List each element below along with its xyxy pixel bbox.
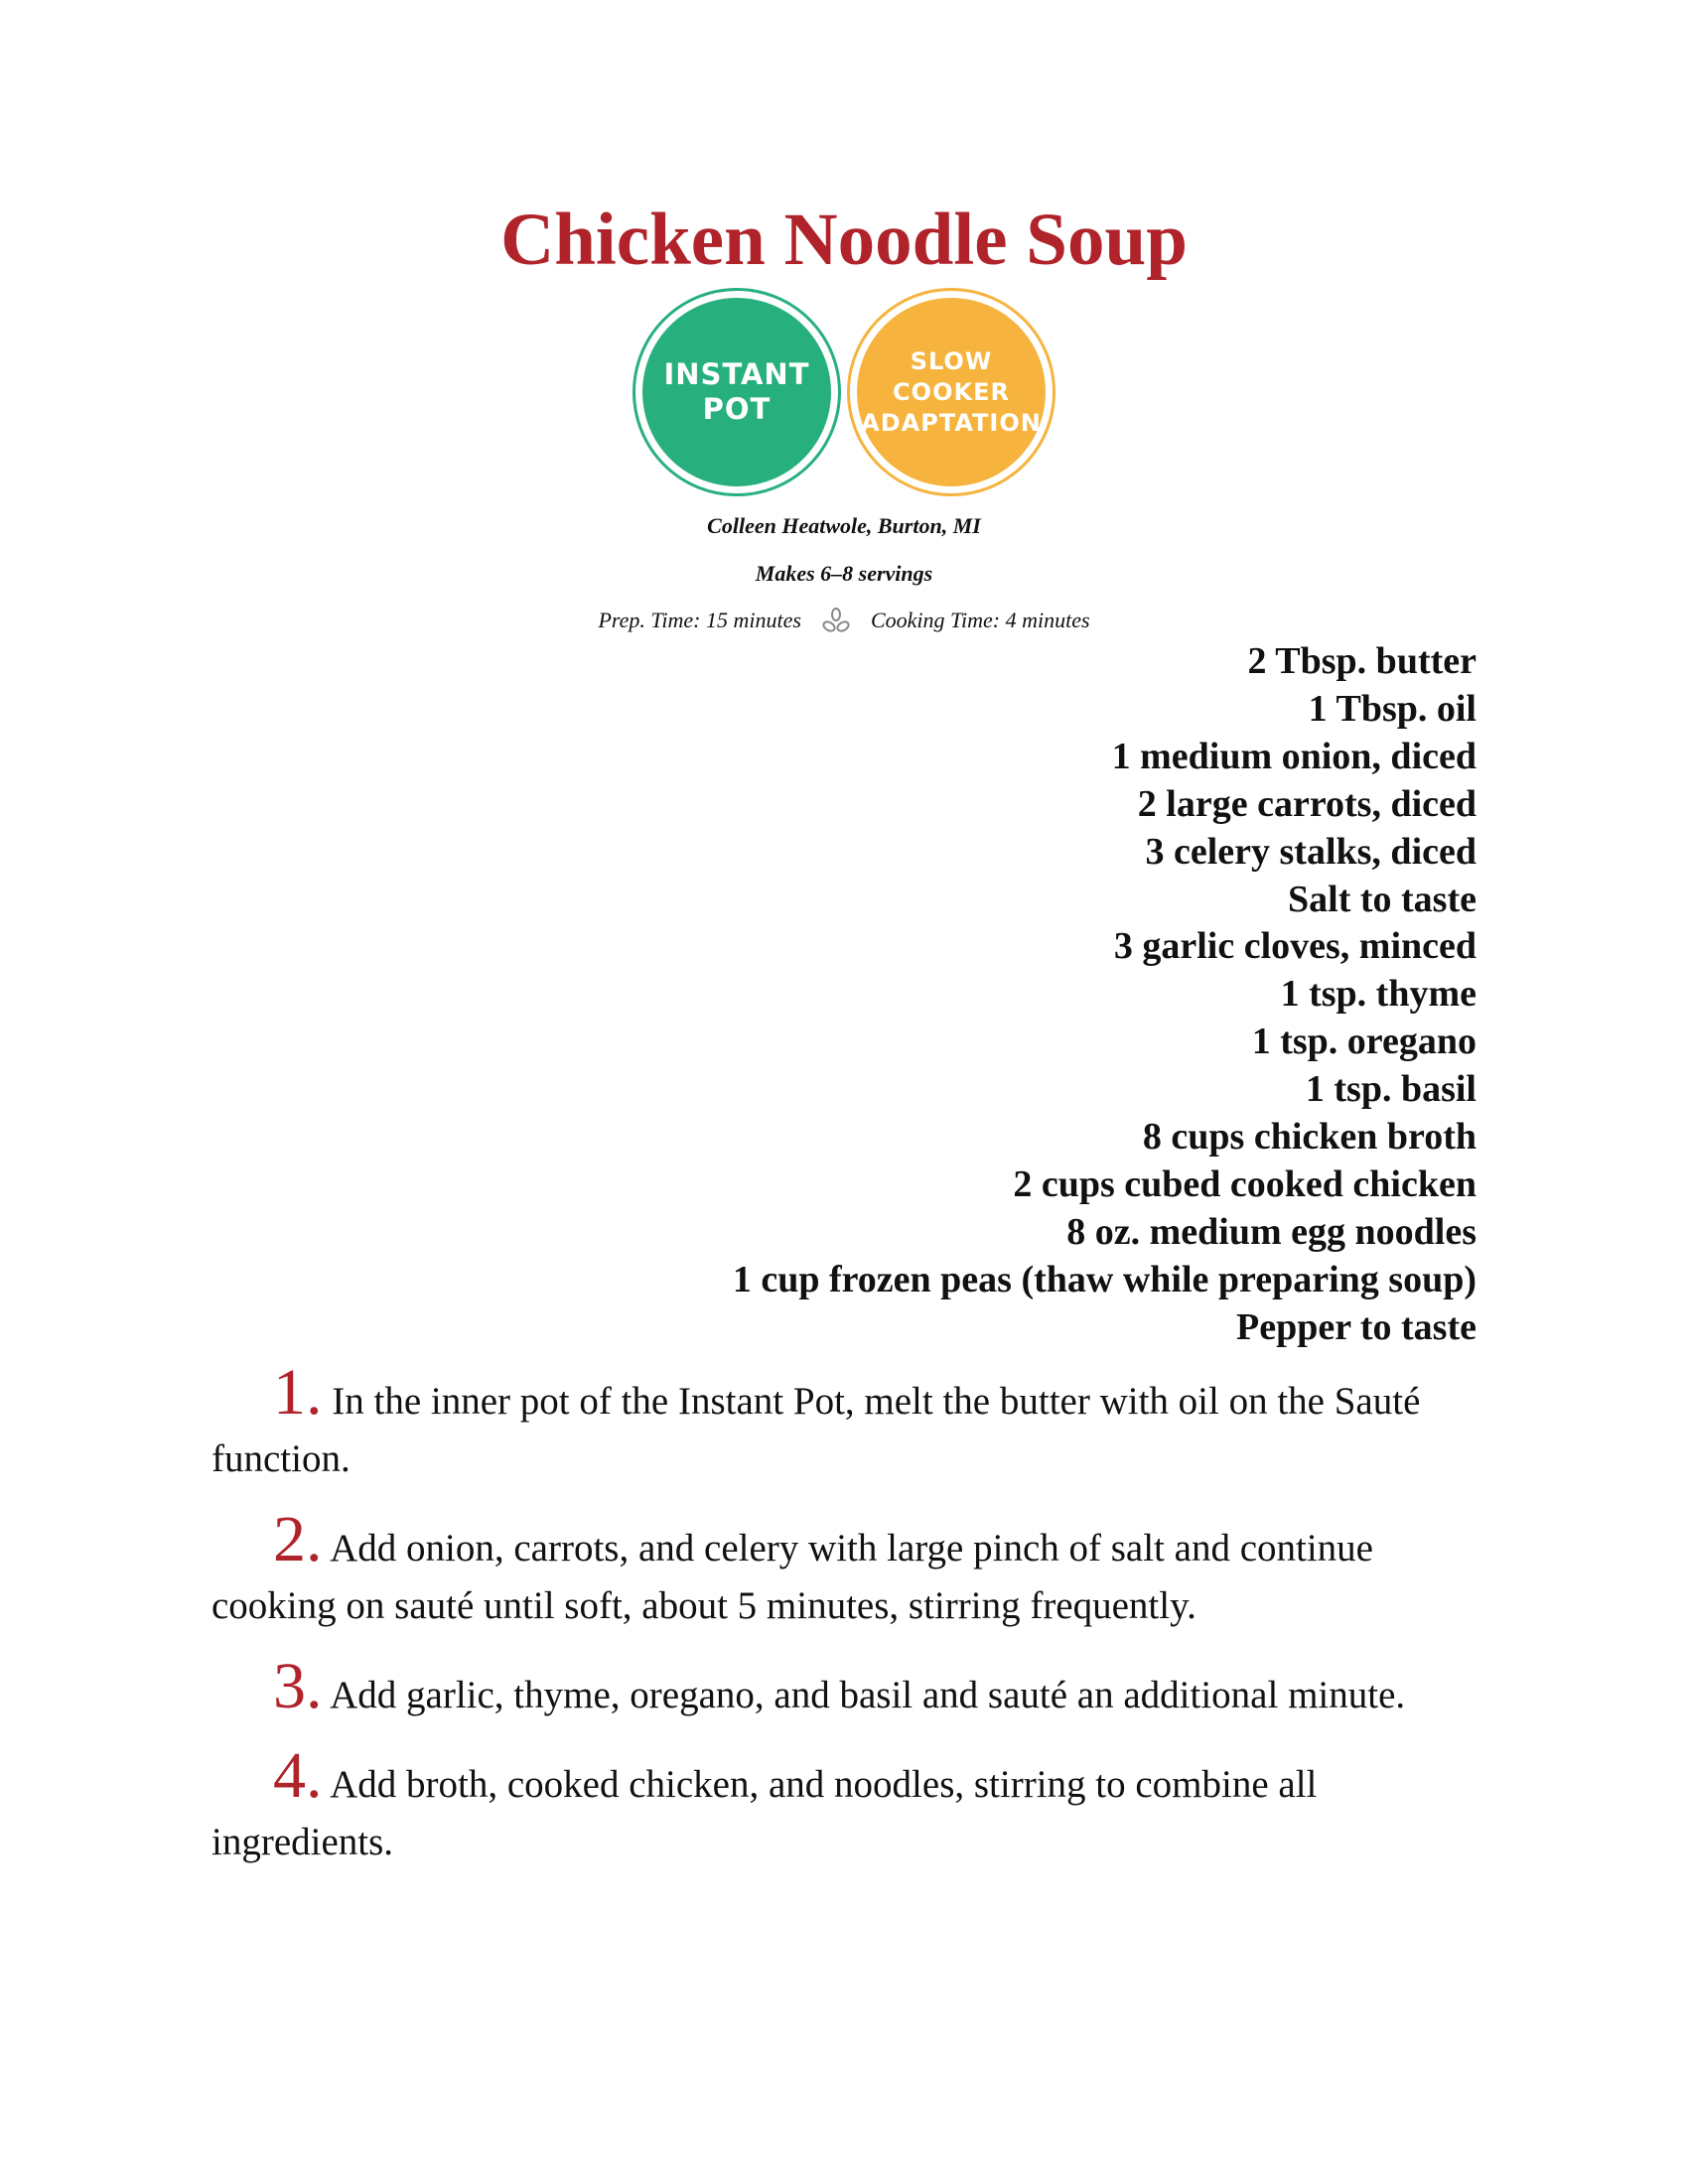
ingredient-item: Salt to taste bbox=[1288, 878, 1477, 920]
step-text: In the inner pot of the Instant Pot, melt the butter with oil on the Sauté function. bbox=[211, 1380, 1421, 1480]
prep-time: Prep. Time: 15 minutes bbox=[598, 608, 801, 632]
ingredient-item: 1 tsp. oregano bbox=[1251, 1021, 1477, 1063]
step-number: 2. bbox=[273, 1503, 323, 1575]
slow-cooker-badge-line2: COOKER bbox=[893, 377, 1010, 406]
slow-cooker-badge-line3: ADAPTATION bbox=[861, 408, 1042, 437]
ingredient-item: 2 large carrots, diced bbox=[1137, 782, 1477, 825]
step-text: Add onion, carrots, and celery with large pinch of salt and continue cooking on sauté until soft, about 5 minutes, stirring frequently. bbox=[211, 1527, 1373, 1627]
step-number: 3. bbox=[273, 1650, 323, 1722]
ingredient-item: 1 tsp. thyme bbox=[1280, 973, 1477, 1016]
ingredient-item: 1 medium onion, diced bbox=[1111, 735, 1477, 777]
recipe-times bbox=[0, 606, 1688, 635]
ingredient-item: 1 tsp. basil bbox=[1305, 1068, 1477, 1111]
recipe-yield: Makes 6–8 servings bbox=[755, 561, 933, 586]
recipe-author: Colleen Heatwole, Burton, MI bbox=[707, 513, 981, 538]
instant-pot-badge bbox=[633, 288, 841, 496]
instant-pot-badge-line2: POT bbox=[702, 392, 772, 426]
step-number: 1. bbox=[273, 1356, 323, 1429]
instant-pot-badge-circle bbox=[642, 298, 831, 486]
ingredient-item: Pepper to taste bbox=[1235, 1305, 1477, 1348]
instruction-step bbox=[211, 1503, 1486, 1635]
step-text: Add garlic, thyme, oregano, and basil and sauté an additional minute. bbox=[330, 1674, 1406, 1716]
instruction-step bbox=[211, 1739, 1486, 1871]
instant-pot-badge-line1: INSTANT bbox=[663, 357, 810, 391]
ingredients-list bbox=[733, 638, 1477, 1352]
slow-cooker-badge-circle bbox=[857, 298, 1046, 486]
cooking-time: Cooking Time: 4 minutes bbox=[870, 608, 1090, 632]
step-number: 4. bbox=[273, 1739, 323, 1812]
step-text: Add broth, cooked chicken, and noodles, stirring to combine all ingredients. bbox=[211, 1763, 1318, 1863]
ingredient-item: 2 Tbsp. butter bbox=[1247, 640, 1477, 682]
instructions bbox=[211, 1356, 1486, 1894]
ingredient-item: 2 cups cubed cooked chicken bbox=[1013, 1162, 1477, 1205]
ingredient-item: 3 celery stalks, diced bbox=[1145, 830, 1477, 873]
recipe-title: Chicken Noodle Soup bbox=[500, 199, 1188, 281]
ingredient-item: 8 oz. medium egg noodles bbox=[1066, 1210, 1477, 1253]
three-leaf-ornament-icon bbox=[821, 606, 851, 635]
instruction-step bbox=[211, 1650, 1486, 1724]
slow-cooker-badge bbox=[847, 288, 1055, 496]
instruction-step bbox=[211, 1356, 1486, 1488]
ingredient-item: 1 Tbsp. oil bbox=[1308, 687, 1477, 730]
ingredient-item: 1 cup frozen peas (thaw while preparing soup) bbox=[732, 1258, 1477, 1300]
slow-cooker-badge-line1: SLOW bbox=[910, 346, 993, 375]
ingredient-item: 8 cups chicken broth bbox=[1142, 1116, 1477, 1159]
ingredient-item: 3 garlic cloves, minced bbox=[1113, 925, 1477, 968]
